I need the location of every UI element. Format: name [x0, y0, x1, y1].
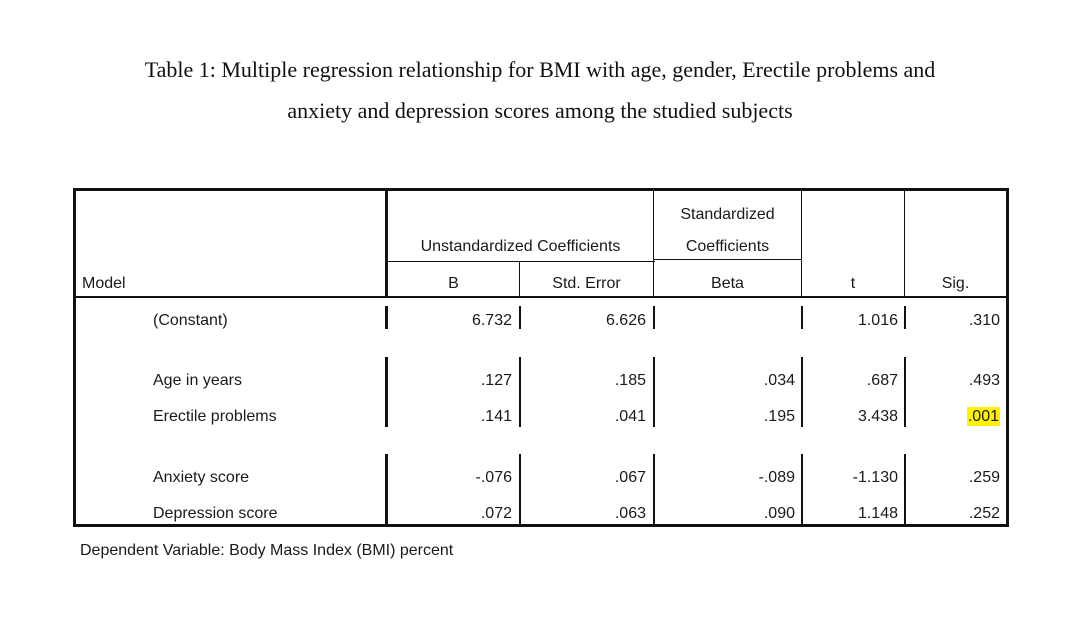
cell-sig-highlighted [907, 407, 1000, 427]
body-divider [904, 454, 906, 526]
table-footnote: Dependent Variable: Body Mass Index (BMI) percent [80, 542, 454, 559]
body-divider [801, 357, 803, 427]
cell-sig: .252 [968, 505, 1000, 522]
header-sig: Sig. [941, 275, 970, 292]
header-std-error: Std. Error [552, 275, 621, 292]
highlight-mark: .001 [967, 408, 999, 425]
cell-b: -.076 [475, 469, 512, 486]
cell-beta: -.089 [758, 469, 795, 486]
body-divider [653, 306, 655, 329]
body-divider [653, 357, 655, 427]
header-unstandardized: Unstandardized Coefficients [420, 238, 621, 255]
cell-beta: .034 [763, 372, 795, 389]
row-label: Depression score [153, 505, 278, 522]
body-divider [653, 454, 655, 526]
cell-se: .185 [614, 372, 646, 389]
body-divider [519, 357, 521, 427]
cell-b: 6.732 [471, 312, 512, 329]
cell-t: -1.130 [852, 469, 898, 486]
header-standardized-1: Standardized [680, 206, 775, 223]
cell-b: .127 [480, 372, 512, 389]
cell-t: .687 [866, 372, 898, 389]
cell-se: 6.626 [605, 312, 646, 329]
body-divider [385, 357, 388, 427]
cell-b: .072 [480, 505, 512, 522]
header-beta: Beta [711, 275, 744, 292]
table-border-bottom [73, 524, 1009, 527]
body-divider [519, 454, 521, 526]
table-border-top [73, 188, 1009, 191]
body-divider [1006, 357, 1009, 427]
cell-se: .063 [614, 505, 646, 522]
row-label: Erectile problems [153, 408, 277, 425]
cell-se: .067 [614, 469, 646, 486]
row-label: Anxiety score [153, 469, 250, 486]
body-divider [904, 357, 906, 427]
table-border-left [73, 188, 76, 527]
body-divider [904, 306, 906, 329]
body-divider [519, 306, 521, 329]
cell-se: .041 [614, 408, 646, 425]
cell-t: 1.148 [857, 505, 898, 522]
header-t: t [850, 275, 856, 292]
body-divider [1006, 306, 1009, 329]
header-rule-unstd [385, 261, 655, 262]
header-rule-std [653, 259, 802, 260]
row-label: Age in years [153, 372, 242, 389]
body-divider [801, 306, 803, 329]
cell-b: .141 [480, 408, 512, 425]
cell-beta: .195 [763, 408, 795, 425]
header-model: Model [82, 275, 126, 292]
cell-t: 1.016 [857, 312, 898, 329]
cell-beta: .090 [763, 505, 795, 522]
header-rule-bottom [73, 296, 1009, 298]
row-label: (Constant) [153, 312, 228, 329]
body-divider [385, 306, 388, 329]
table-caption-line-2: anxiety and depression scores among the studied subjects [287, 98, 793, 123]
cell-sig: .310 [968, 312, 1000, 329]
cell-sig: .493 [968, 372, 1000, 389]
body-divider [801, 454, 803, 526]
header-b: B [448, 275, 459, 292]
header-standardized-2: Coefficients [685, 238, 770, 255]
cell-t: 3.438 [857, 408, 898, 425]
cell-sig: .259 [968, 469, 1000, 486]
body-divider [385, 454, 388, 526]
table-caption-line-1: Table 1: Multiple regression relationship for BMI with age, gender, Erectile problems and [144, 57, 936, 82]
